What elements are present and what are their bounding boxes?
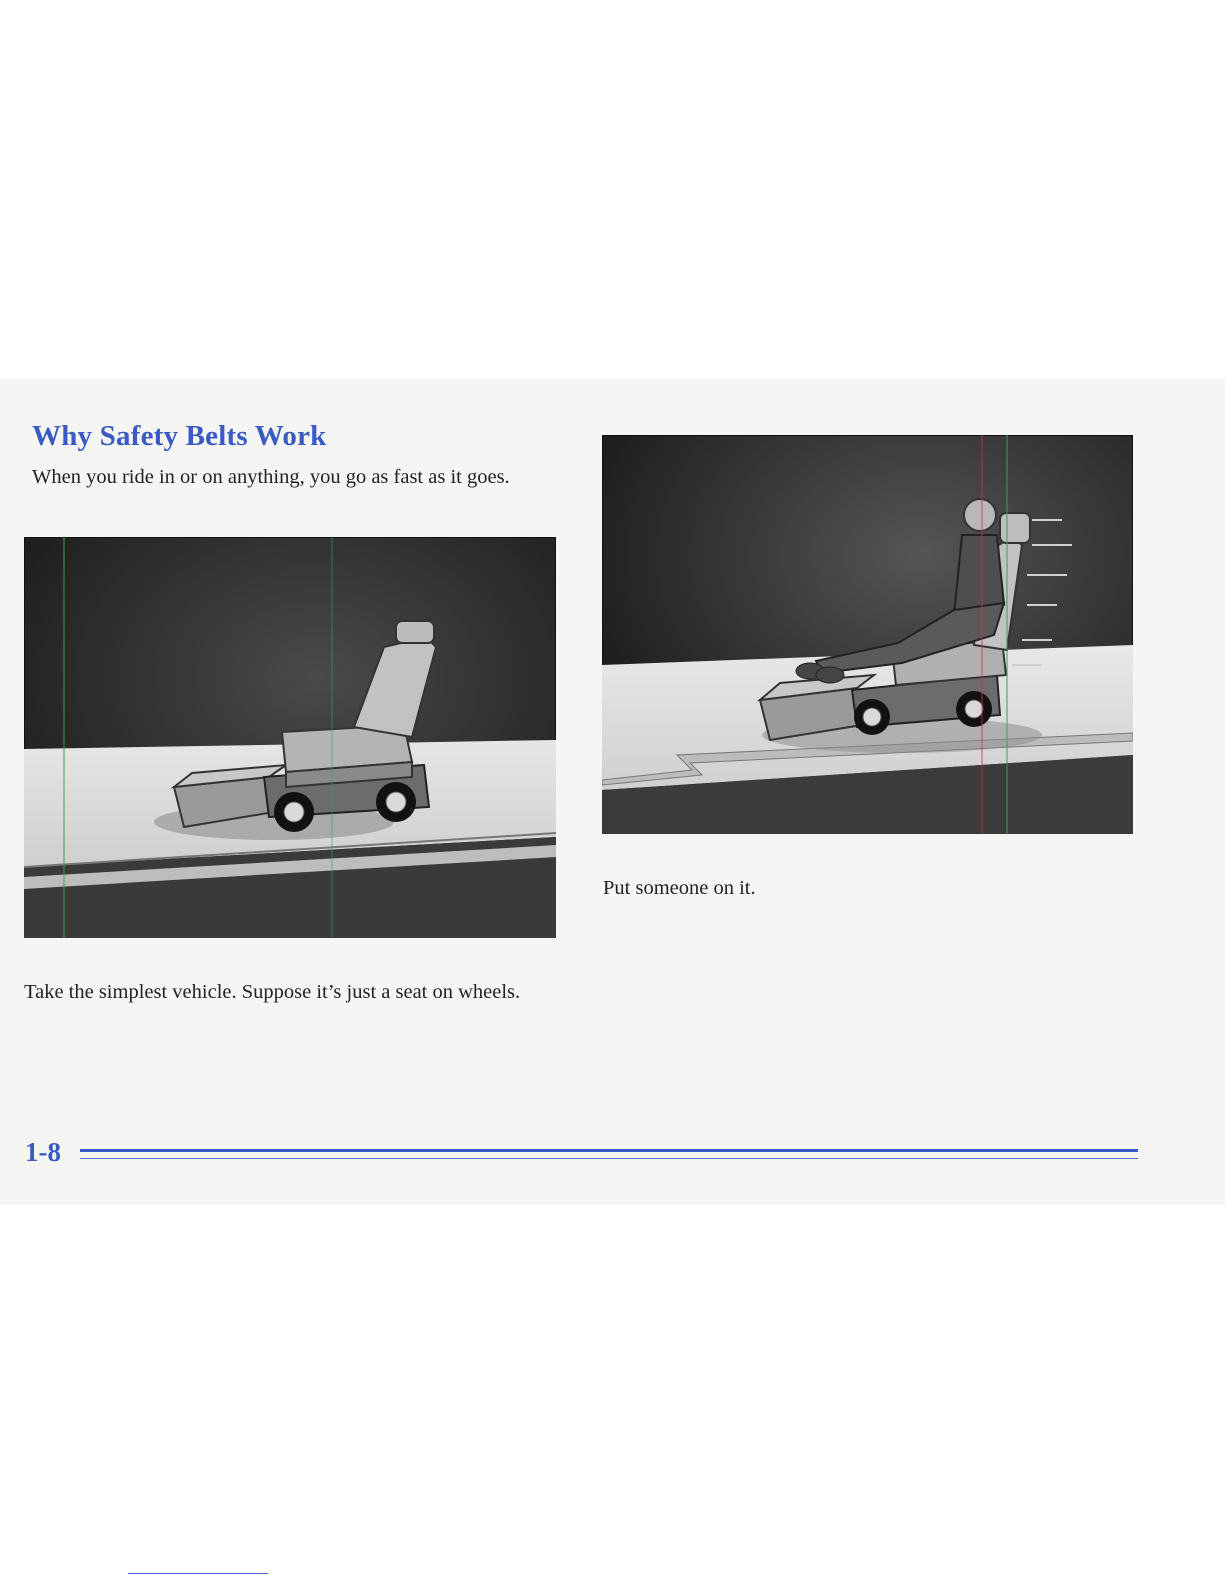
section-heading: Why Safety Belts Work — [32, 420, 327, 452]
bottom-edge-mark — [128, 1573, 268, 1574]
right-figure-caption: Put someone on it. — [603, 877, 756, 899]
footer-rule-thin — [80, 1158, 1138, 1159]
page-number: 1-8 — [25, 1137, 61, 1167]
dummy-on-seat-illustration — [602, 435, 1133, 834]
seat-on-wheels-illustration — [24, 537, 556, 938]
footer-rule — [80, 1149, 1138, 1152]
left-figure-caption: Take the simplest vehicle. Suppose it’s just a seat on wheels. — [24, 981, 521, 1003]
intro-paragraph: When you ride in or on anything, you go as fast as it goes. — [32, 466, 510, 488]
